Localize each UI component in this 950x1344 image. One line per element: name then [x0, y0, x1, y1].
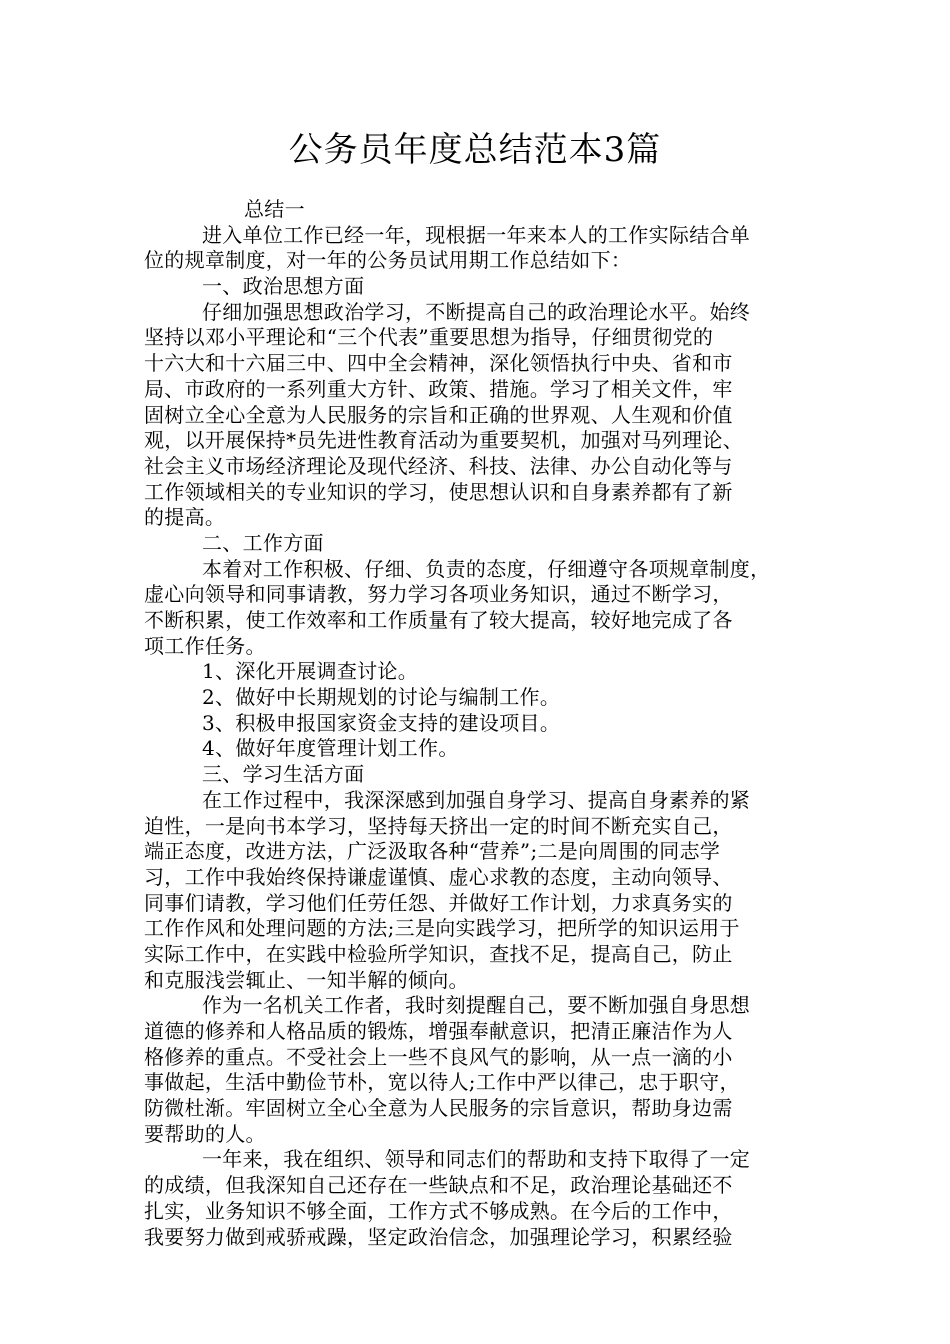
- paragraph-line: 工作领域相关的专业知识的学习，使思想认识和自身素养都有了新: [144, 479, 733, 504]
- list-item: 1、深化开展调查讨论。: [202, 659, 419, 684]
- paragraph-line: 防微杜渐。牢固树立全心全意为人民服务的宗旨意识，帮助身边需: [144, 1096, 733, 1121]
- paragraph-line: 社会主义市场经济理论及现代经济、科技、法律、办公自动化等与: [144, 453, 733, 478]
- heading-line: 二、工作方面: [202, 530, 324, 555]
- paragraph-line: 事做起，生活中勤俭节朴，宽以待人;工作中严以律己，忠于职守，: [144, 1070, 740, 1095]
- paragraph-line: 要帮助的人。: [144, 1121, 266, 1146]
- paragraph-line: 实际工作中，在实践中检验所学知识，查找不足，提高自己，防止: [144, 941, 733, 966]
- document-body: [144, 197, 809, 1250]
- paragraph-line: 道德的修养和人格品质的锻炼，增强奉献意识，把清正廉洁作为人: [144, 1019, 733, 1043]
- paragraph-line: 本着对工作积极、仔细、负责的态度，仔细遵守各项规章制度，: [202, 556, 771, 581]
- paragraph-line: 坚持以邓小平理论和“三个代表”重要思想为指导，仔细贯彻党的: [144, 325, 714, 350]
- list-item: 3、积极申报国家资金支持的建设项目。: [202, 710, 561, 735]
- paragraph-line: 的成绩，但我深知自己还存在一些缺点和不足，政治理论基础还不: [144, 1173, 733, 1198]
- heading-line: 三、学习生活方面: [202, 762, 365, 787]
- heading-line: 一、政治思想方面: [202, 274, 365, 299]
- list-item: 4、做好年度管理计划工作。: [202, 736, 459, 761]
- paragraph-line: 工作作风和处理问题的方法;三是向实践学习，把所学的知识运用于: [144, 916, 740, 941]
- paragraph-line: 局、市政府的一系列重大方针、政策、措施。学习了相关文件，牢: [144, 376, 733, 401]
- paragraph-line: 迫性，一是向书本学习，坚持每天挤出一定的时间不断充实自己，: [144, 813, 733, 838]
- document-title: 公务员年度总结范本3篇: [288, 130, 662, 170]
- paragraph-line: 习，工作中我始终保持谦虚谨慎、虚心求教的态度，主动向领导、: [144, 864, 733, 889]
- paragraph-line: 进入单位工作已经一年，现根据一年来本人的工作实际结合单: [202, 222, 751, 247]
- paragraph-line: 同事们请教，学习他们任劳任怨、并做好工作计划，力求真务实的: [144, 890, 733, 915]
- paragraph-line: 项工作任务。: [144, 633, 266, 658]
- section-label: 总结一: [244, 197, 305, 221]
- paragraph-line: 仔细加强思想政治学习，不断提高自己的政治理论水平。始终: [202, 299, 751, 324]
- list-item: 2、做好中长期规划的讨论与编制工作。: [202, 685, 561, 710]
- paragraph-line: 观，以开展保持*员先进性教育活动为重要契机，加强对马列理论、: [144, 428, 743, 453]
- paragraph-line: 我要努力做到戒骄戒躁，坚定政治信念，加强理论学习，积累经验: [144, 1224, 733, 1249]
- paragraph-line: 不断积累，使工作效率和工作质量有了较大提高，较好地完成了各: [144, 608, 733, 632]
- paragraph-line: 位的规章制度，对一年的公务员试用期工作总结如下：: [144, 248, 632, 273]
- paragraph-line: 扎实，业务知识不够全面，工作方式不够成熟。在今后的工作中，: [144, 1198, 733, 1223]
- paragraph-line: 的提高。: [144, 505, 226, 530]
- paragraph-line: 端正态度，改进方法，广泛汲取各种“营养”;二是向周围的同志学: [144, 839, 721, 864]
- paragraph-line: 十六大和十六届三中、四中全会精神，深化领悟执行中央、省和市: [144, 351, 733, 376]
- paragraph-line: 虚心向领导和同事请教，努力学习各项业务知识，通过不断学习，: [144, 582, 733, 607]
- paragraph-line: 作为一名机关工作者，我时刻提醒自己，要不断加强自身思想: [202, 993, 751, 1018]
- paragraph-line: 和克服浅尝辄止、一知半解的倾向。: [144, 967, 469, 992]
- paragraph-line: 一年来，我在组织、领导和同志们的帮助和支持下取得了一定: [202, 1147, 751, 1172]
- paragraph-line: 固树立全心全意为人民服务的宗旨和正确的世界观、人生观和价值: [144, 402, 733, 427]
- paragraph-line: 格修养的重点。不受社会上一些不良风气的影响，从一点一滴的小: [144, 1044, 733, 1069]
- paragraph-line: 在工作过程中，我深深感到加强自身学习、提高自身素养的紧: [202, 787, 751, 812]
